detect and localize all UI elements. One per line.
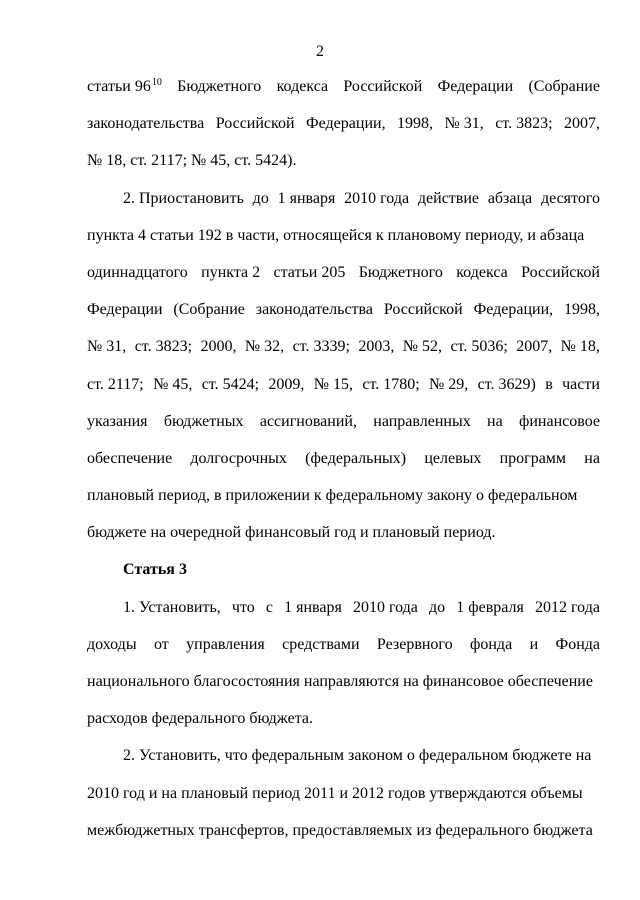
text-word: долгосрочных bbox=[190, 449, 287, 467]
page-number: 2 bbox=[316, 43, 324, 60]
text-word: средствами bbox=[282, 635, 360, 653]
text-word: Российской bbox=[215, 115, 295, 133]
text-word: 2009, bbox=[268, 375, 305, 393]
text-line bbox=[87, 447, 600, 484]
text-word: Федерации, bbox=[473, 301, 554, 319]
text-word: ст. 3823; bbox=[134, 338, 193, 356]
text-run: пункта 4 статьи 192 в части, относящейся к плановому периоду, и абзаца bbox=[87, 226, 585, 244]
text-word: ассигнований, bbox=[259, 412, 357, 430]
text-line bbox=[87, 670, 600, 707]
text-word: 1 января bbox=[277, 189, 336, 207]
text-run: 2. Установить, что федеральным законом о федеральном бюджете на bbox=[123, 747, 592, 765]
text-word: 2007, bbox=[563, 115, 600, 133]
text-word: доходы bbox=[87, 635, 137, 653]
text-word: с bbox=[265, 598, 273, 616]
text-line bbox=[87, 298, 600, 335]
text-line bbox=[87, 335, 600, 372]
text-line bbox=[87, 782, 600, 819]
text-word: законодательства bbox=[255, 301, 373, 319]
text-run: бюджете на очередной финансовый год и плановый период. bbox=[87, 524, 496, 542]
text-word: 2010 года bbox=[352, 598, 418, 616]
text-word: (федеральных) bbox=[305, 449, 407, 467]
text-word: (Собрание bbox=[173, 301, 245, 319]
text-line bbox=[87, 187, 600, 224]
text-word: что bbox=[231, 598, 255, 616]
text-word: Российской bbox=[383, 301, 463, 319]
text-word: 2000, bbox=[200, 338, 237, 356]
text-line bbox=[87, 707, 600, 744]
text-line bbox=[87, 224, 600, 261]
text-word: до bbox=[429, 598, 446, 616]
text-line bbox=[87, 633, 600, 670]
text-word: указания bbox=[87, 412, 148, 430]
paragraph-1 bbox=[87, 75, 600, 187]
text-word: кодекса bbox=[276, 78, 329, 95]
text-word: одиннадцатого bbox=[87, 263, 188, 281]
text-word: статьи 205 bbox=[273, 263, 346, 281]
text-word: финансовое bbox=[519, 412, 600, 430]
text-line bbox=[87, 596, 600, 633]
text-word: 1 января bbox=[284, 598, 342, 616]
text-word: 1. Установить, bbox=[123, 598, 221, 616]
text-line bbox=[87, 744, 600, 781]
text-word: законодательства bbox=[87, 115, 205, 133]
text-run: расходов федерального бюджета. bbox=[87, 710, 314, 728]
text-word: пункта 2 bbox=[201, 263, 261, 281]
text-line bbox=[87, 149, 600, 186]
paragraph-3 bbox=[87, 596, 600, 745]
text-word: действие bbox=[417, 189, 480, 207]
text-word: 2010 года bbox=[344, 189, 410, 207]
text-line bbox=[87, 521, 600, 558]
text-word: от bbox=[153, 635, 169, 653]
text-word: № 31, bbox=[87, 338, 127, 356]
text-word: Федерации bbox=[437, 78, 514, 95]
text-word: ст. 1780; bbox=[362, 375, 420, 393]
text-word: десятого bbox=[540, 189, 600, 207]
text-run: национального благосостояния направляются на финансовое обеспечение bbox=[87, 673, 593, 690]
text-word: фонда bbox=[470, 635, 513, 653]
document-body bbox=[87, 75, 600, 856]
text-word: № 32, bbox=[244, 338, 285, 356]
text-word: ст. 3629) bbox=[477, 375, 536, 393]
text-word: в bbox=[545, 375, 553, 393]
text-word: абзаца bbox=[487, 189, 533, 207]
text-word: 1998, bbox=[563, 301, 600, 319]
text-word: Российской bbox=[521, 263, 600, 281]
text-line bbox=[87, 819, 600, 856]
text-word: Фонда bbox=[555, 635, 600, 653]
text-word: части bbox=[562, 375, 600, 393]
paragraph-4 bbox=[87, 744, 600, 856]
text-line bbox=[87, 112, 600, 149]
superscript-number: 10 bbox=[151, 77, 162, 88]
text-line bbox=[87, 484, 600, 521]
text-word: № 18, bbox=[560, 338, 600, 356]
text-word: 1998, bbox=[397, 115, 434, 133]
text-word: ст. 5036; bbox=[450, 338, 508, 356]
text-line bbox=[87, 261, 600, 298]
text-word: № 29, bbox=[429, 375, 469, 393]
text-word: на bbox=[584, 449, 600, 467]
text-word: 2012 года bbox=[535, 598, 600, 616]
text-word: Бюджетного bbox=[177, 78, 262, 95]
text-run: межбюджетных трансфертов, предоставляемых из федерального бюджета bbox=[87, 821, 593, 839]
text-word: № 31, bbox=[444, 115, 484, 133]
text-word: Резервного bbox=[376, 635, 453, 653]
text-word: № 45, bbox=[153, 375, 193, 393]
text-word: Федерации bbox=[87, 301, 163, 319]
text-word: Бюджетного bbox=[358, 263, 443, 281]
text-run: 2010 год и на плановый период 2011 и 2012 годов утверждаются объемы bbox=[87, 784, 583, 802]
text-word: кодекса bbox=[456, 263, 508, 281]
text-run: плановый период, в приложении к федеральному закону о федеральном bbox=[87, 487, 578, 505]
article-heading: Статья 3 bbox=[123, 561, 187, 579]
text-word: статьи $96^{10}$ bbox=[87, 77, 162, 95]
text-word: 2. Приостановить bbox=[123, 189, 244, 207]
text-word: бюджетных bbox=[163, 412, 244, 430]
text-word: 2003, bbox=[358, 338, 395, 356]
text-word: ст. 3823; bbox=[495, 115, 553, 133]
text-line bbox=[87, 373, 600, 410]
text-word: целевых bbox=[424, 449, 482, 467]
text-word: на bbox=[487, 412, 503, 430]
text-word: № 52, bbox=[402, 338, 443, 356]
text-word: Федерации, bbox=[306, 115, 386, 133]
text-word: 1 февраля bbox=[456, 598, 524, 616]
text-word: № 15, bbox=[313, 375, 353, 393]
text-word: ст. 2117; bbox=[87, 375, 144, 393]
text-word: и bbox=[529, 635, 539, 653]
text-word: 2007, bbox=[516, 338, 553, 356]
paragraph-2 bbox=[87, 187, 600, 559]
text-run: № 18, ст. 2117; № 45, ст. 5424). bbox=[87, 152, 297, 170]
text-word: программ bbox=[499, 449, 567, 467]
text-line bbox=[87, 75, 600, 112]
text-word: до bbox=[252, 189, 269, 207]
text-word: направленных bbox=[373, 412, 471, 430]
text-word: обеспечение bbox=[87, 449, 173, 467]
text-line bbox=[87, 410, 600, 447]
text-word: (Собрание bbox=[528, 78, 600, 95]
text-word: ст. 3339; bbox=[292, 338, 350, 356]
text-word: Российской bbox=[343, 78, 423, 95]
text-word: ст. 5424; bbox=[201, 375, 260, 393]
text-word: управления bbox=[186, 635, 265, 653]
